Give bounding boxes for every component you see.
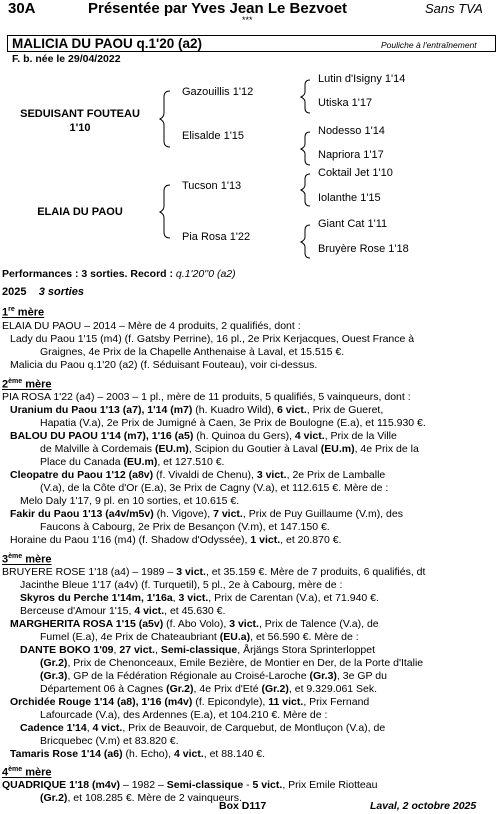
- sale-date: Laval, 2 octobre 2025: [370, 800, 477, 812]
- second-dam-line: BALOU DU PAOU 1'14 (m7), 1'16 (a5) (h. Quinoa du Gers), 4 vict., Prix de la Ville: [10, 430, 397, 442]
- sd-dam: Napriora 1'17: [318, 149, 384, 161]
- year-line: 2025 3 sorties: [2, 286, 84, 298]
- third-dam-line: BRUYERE ROSE 1'18 (a4) – 1989 – 3 vict., et 35.159 €. Mère de 7 produits, 6 qualifiés, dt: [2, 566, 426, 578]
- first-dam-line: Malicia du Paou q.1'20 (a2) (f. Séduisant Fouteau), voir ci-dessus.: [10, 359, 318, 371]
- second-dam-line: Hapatia (V.a), 2e Prix de Jumigné à Caen, 3e Prix de Boulogne (E.a), et 115.930 €.: [40, 417, 426, 429]
- second-dam-line: Fakir du Paou 1'13 (a4v/m5v) (h. Vigove), 7 vict., Prix de Puy Guillaume (V.m), des: [10, 508, 403, 520]
- second-dam-line: Cleopatre du Paou 1'12 (a8v) (f. Vivaldi de Chenu), 3 vict., 2e Prix de Lamballe: [10, 469, 386, 481]
- second-dam-heading: 2ème mère: [2, 378, 52, 391]
- presenter-title: Présentée par Yves Jean Le Bezvoet: [88, 0, 348, 17]
- second-dam-line: PIA ROSA 1'22 (a4) – 2003 – 1 pl., mère de 11 produits, 5 qualifiés, 5 vainqueurs, dont :: [2, 391, 411, 403]
- third-dam-line: DANTE BOKO 1'09, 27 vict., Semi-classique, Årjängs Stora Sprinterloppet: [20, 644, 376, 656]
- ss-sire: Lutin d'Isigny 1'14: [318, 73, 406, 85]
- third-dam-line: Skyros du Perche 1'14m, 1'16a, 3 vict., Prix de Carentan (V.a), et 71.940 €.: [20, 592, 379, 604]
- fourth-dam-heading: 4ème mère: [2, 766, 52, 779]
- horse-name: MALICIA DU PAOU q.1'20 (a2): [12, 36, 202, 51]
- sire-record: 1'10: [69, 122, 91, 134]
- second-dam-line: Faucons à Cabourg, 2e Prix de Besançon (V.m), et 147.150 €.: [40, 521, 330, 533]
- dam-sire: Tucson 1'13: [182, 180, 242, 192]
- third-dam-line: (Gr.2), Prix de Chenonceaux, Emile Bezière, de Montier en Der, de la Porte d'Italie: [40, 657, 424, 669]
- dam-name: ELAIA DU PAOU: [37, 206, 123, 218]
- third-dam-line: Jacinthe Bleue 1'17 (a4v) (f. Turquetil), 5 pl., 2e à Cabourg, mère de :: [20, 579, 343, 591]
- ds-sire: Coktail Jet 1'10: [318, 167, 393, 179]
- stars: ***: [242, 15, 253, 25]
- first-dam-heading: 1re mère: [2, 306, 45, 319]
- pedigree-brackets: [0, 0, 500, 270]
- second-dam-line: Melo Daly 1'17, 9 pl. en 10 sorties, et 10.615 €.: [20, 495, 240, 507]
- dd-sire: Giant Cat 1'11: [318, 218, 388, 230]
- tax-status: Sans TVA: [425, 1, 483, 16]
- third-dam-line: Bricquebec (V.m) et 83.820 €.: [40, 735, 179, 747]
- first-dam-line: ELAIA DU PAOU – 2014 – Mère de 4 produits, 2 qualifiés, dont :: [2, 320, 301, 332]
- third-dam-line: Département 06 à Cagnes (Gr.2), 4e Prix d'Eté (Gr.2), et 9.329.061 Sek.: [40, 683, 378, 695]
- horse-status: Pouliche à l'entraînement: [381, 40, 477, 50]
- third-dam-line: Lafourcade (V.a), des Ardennes (E.a), et 104.210 €. Mère de :: [40, 709, 328, 721]
- first-dam-line: Graignes, 4e Prix de la Chapelle Anthenaise à Laval, et 15.515 €.: [40, 346, 345, 358]
- ds-dam: Iolanthe 1'15: [318, 192, 381, 204]
- ss-dam: Utiska 1'17: [318, 97, 373, 109]
- third-dam-line: MARGHERITA ROSA 1'15 (a5v) (f. Abo Volo), 3 vict., Prix de Talence (V.a), de: [10, 618, 379, 630]
- fourth-dam-line: (Gr.2), et 108.285 €. Mère de 2 vainqueurs.: [40, 792, 242, 804]
- dd-dam: Bruyère Rose 1'18: [318, 243, 409, 255]
- third-dam-line: Berceuse d'Amour 1'15, 4 vict., et 45.630 €.: [20, 605, 226, 617]
- sd-sire: Nodesso 1'14: [318, 125, 385, 137]
- dam-dam: Pia Rosa 1'22: [182, 231, 251, 243]
- third-dam-line: Tamaris Rose 1'14 (a6) (h. Echo), 4 vict., et 88.140 €.: [10, 748, 266, 760]
- second-dam-line: (V.a), de la Côte d'Or (E.a), 3e Prix de Cagny (V.a), et 112.615 €. Mère de :: [40, 482, 389, 494]
- box-number: Box D117: [219, 800, 267, 812]
- sire-dam: Elisalde 1'15: [182, 130, 245, 142]
- third-dam-line: (Gr.3), GP de la Fédération Régionale au Croisé-Laroche (Gr.3), 3e GP du: [40, 670, 387, 682]
- sire-sire: Gazouillis 1'12: [182, 86, 254, 98]
- third-dam-line: Orchidée Rouge 1'14 (a8), 1'16 (m4v) (f. Epicondyle), 11 vict., Prix Fernand: [10, 696, 370, 708]
- second-dam-line: Place du Canada (EU.m), et 127.510 €.: [40, 456, 225, 468]
- sire-name: SEDUISANT FOUTEAU: [20, 108, 140, 120]
- performances-line: Performances : 3 sorties. Record : q.1'20''0 (a2): [2, 268, 236, 280]
- third-dam-line: Cadence 1'14, 4 vict., Prix de Beauvoir, de Carquebut, de Montluçon (V.a), de: [20, 722, 386, 734]
- second-dam-line: Horaine du Paou 1'16 (m4) (f. Shadow d'Odyssée), 1 vict., et 20.870 €.: [10, 534, 342, 546]
- second-dam-line: de Malville à Cordemais (EU.m), Scipion du Goutier à Laval (EU.m), 4e Prix de la: [40, 443, 419, 455]
- third-dam-heading: 3ème mère: [2, 553, 52, 566]
- third-dam-line: Fumel (E.a), 4e Prix de Chateaubriant (EU.a), et 56.590 €. Mère de :: [40, 631, 359, 643]
- lot-number: 30A: [8, 0, 36, 17]
- horse-birth: F. b. née le 29/04/2022: [12, 53, 121, 65]
- first-dam-line: Lady du Paou 1'15 (m4) (f. Gatsby Perrine), 16 pl., 2e Prix Kerjacques, Ouest France à: [10, 333, 415, 345]
- second-dam-line: Uranium du Paou 1'13 (a7), 1'14 (m7) (h. Kuadro Wild), 6 vict., Prix de Gueret,: [10, 404, 384, 416]
- fourth-dam-line: QUADRIQUE 1'18 (m4v) – 1982 – Semi-classique - 5 vict., Prix Emile Riotteau: [2, 779, 378, 791]
